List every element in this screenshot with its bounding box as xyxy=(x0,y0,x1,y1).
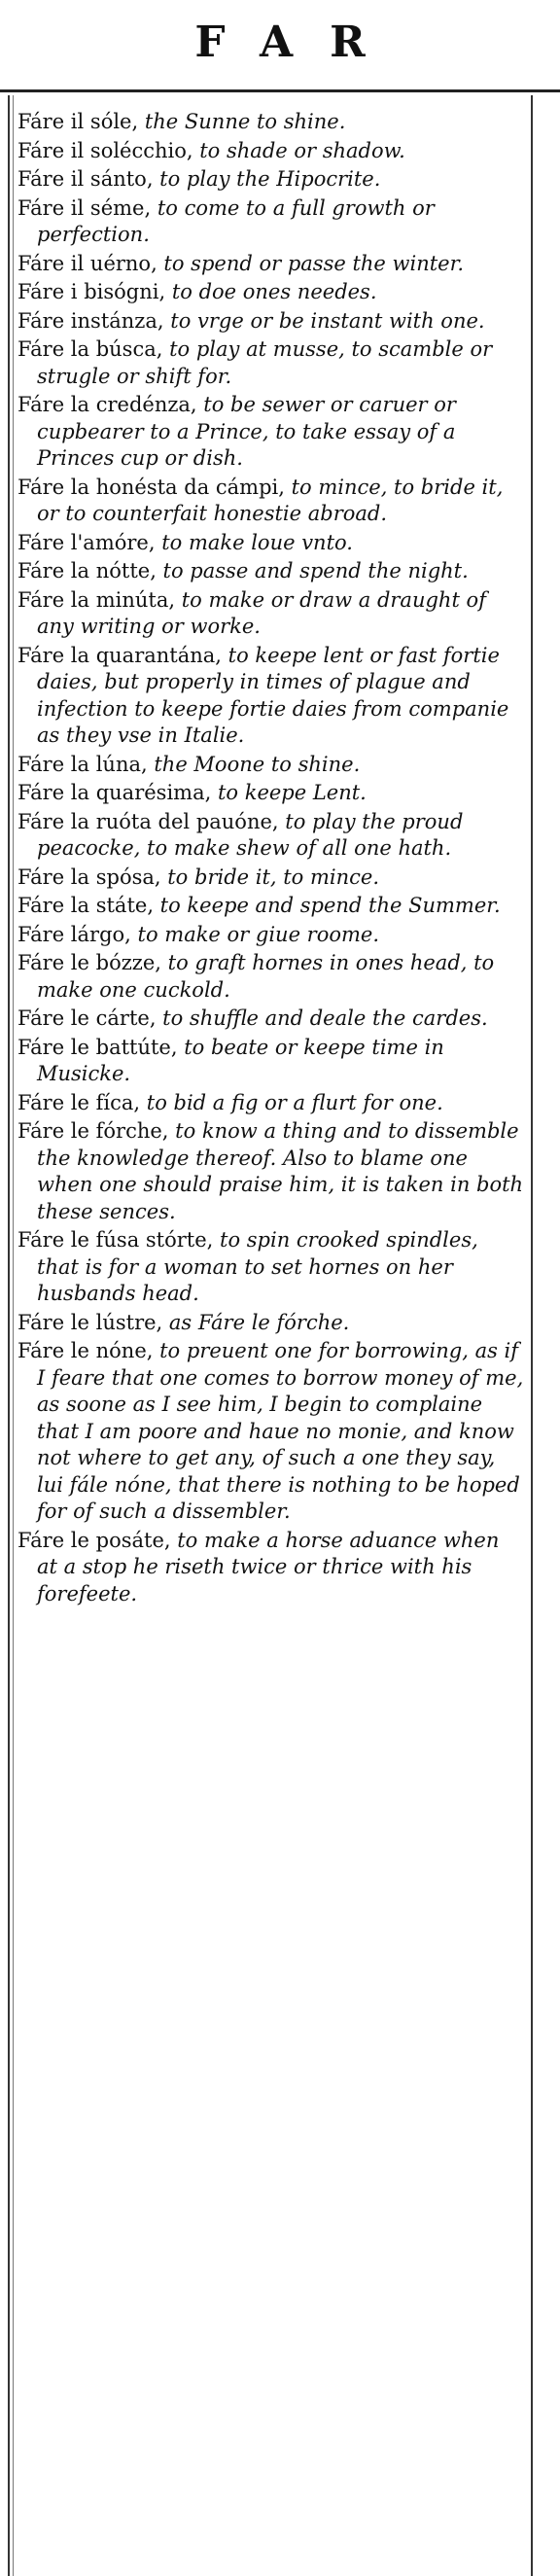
dictionary-entry xyxy=(18,865,525,892)
entry-definition: the Sunne to shine. xyxy=(138,110,346,133)
entry-definition: to keepe Lent. xyxy=(211,781,367,804)
entry-definition: to keepe and spend the Summer. xyxy=(154,894,501,917)
entry-headword: Fáre le fórche, xyxy=(18,1119,169,1143)
entry-headword: Fáre le lústre, xyxy=(18,1310,163,1334)
entry-definition: to play the Hipocrite. xyxy=(153,167,381,191)
dictionary-entry xyxy=(18,279,525,306)
dictionary-entry xyxy=(18,530,525,557)
dictionary-entry xyxy=(18,138,525,165)
entry-headword: Fáre la quarantána, xyxy=(18,643,222,667)
entry-definition: to preuent one for borrowing, as if I feare that one comes to borrow money of me, as soone as I see him, I begin to complaine that I am poore and haue no monie, and know not where to get any, of such a one they say, lui fále nóne, that there is nothing to be hoped for of such a dissembler. xyxy=(37,1339,524,1523)
left-column-rule xyxy=(8,95,10,2576)
dictionary-entry xyxy=(18,950,525,1004)
dictionary-entry xyxy=(18,643,525,750)
page-header xyxy=(0,0,560,92)
inner-column-rule xyxy=(13,95,14,2576)
dictionary-entry xyxy=(18,558,525,585)
dictionary-entry xyxy=(18,392,525,473)
entry-definition: to shuffle and deale the cardes. xyxy=(156,1006,488,1030)
entry-headword: Fáre la credénza, xyxy=(18,393,197,416)
entry-definition: to bride it, to mince. xyxy=(160,865,380,889)
entry-definition: to keepe lent or fast fortie daies, but properly in times of plague and infection to keepe fortie daies from companie as they vse in Italie. xyxy=(37,643,509,747)
entry-headword: Fáre le fíca, xyxy=(18,1090,141,1114)
entry-definition: to passe and spend the night. xyxy=(156,559,469,582)
entry-headword: Fáre la búsca, xyxy=(18,337,163,361)
entry-definition: to spend or passe the winter. xyxy=(157,251,465,275)
dictionary-entry xyxy=(18,752,525,779)
right-column-rule xyxy=(531,95,533,2576)
dictionary-entry xyxy=(18,1118,525,1225)
entry-definition: to bid a fig or a flurt for one. xyxy=(140,1090,443,1114)
entry-headword: Fáre la lúna, xyxy=(18,752,148,776)
entry-definition: to make or giue roome. xyxy=(130,922,380,946)
entry-headword: Fáre le posáte, xyxy=(18,1528,171,1552)
entry-headword: Fáre la ruóta del pauóne, xyxy=(18,809,279,833)
entry-definition: to make or draw a draught of any writing or worke. xyxy=(37,587,486,638)
entry-headword: Fáre il séme, xyxy=(18,195,152,220)
dictionary-entry xyxy=(18,336,525,390)
entry-definition: to play the proud peacocke, to make shew of all one hath. xyxy=(37,809,464,860)
dictionary-entry xyxy=(18,1528,525,1608)
entry-headword: Fáre la quarésima, xyxy=(18,781,212,804)
dictionary-entry xyxy=(18,308,525,335)
dictionary-entry xyxy=(18,1090,525,1117)
entry-definition: to doe ones needes. xyxy=(165,280,377,303)
entry-headword: Fáre la honésta da cámpi, xyxy=(18,475,285,499)
entry-headword: Fáre le fúsa stórte, xyxy=(18,1228,214,1252)
entry-headword: Fáre le bózze, xyxy=(18,951,161,974)
page-title: FAR xyxy=(194,18,402,67)
entry-definition: as Fáre le fórche. xyxy=(162,1310,350,1334)
entry-definition: to spin crooked spindles, that is for a woman to set hornes on her husbands head. xyxy=(37,1228,478,1305)
entry-headword: Fáre l'amóre, xyxy=(18,530,156,554)
dictionary-entry xyxy=(18,1006,525,1033)
entry-headword: Fáre le battúte, xyxy=(18,1035,178,1059)
entry-definition: to come to a full growth or perfection. xyxy=(37,195,435,246)
dictionary-entry xyxy=(18,1227,525,1308)
entry-headword: Fáre la spósa, xyxy=(18,865,161,889)
dictionary-entry xyxy=(18,587,525,641)
entry-definition: to vrge or be instant with one. xyxy=(163,308,485,333)
entry-headword: Fáre il sóle, xyxy=(18,110,139,133)
entry-headword: Fáre la nótte, xyxy=(18,559,157,582)
dictionary-entry xyxy=(18,475,525,528)
entry-definition: to shade or shadow. xyxy=(192,138,405,162)
dictionary-entry xyxy=(18,1035,525,1088)
dictionary-entry xyxy=(18,1310,525,1337)
entry-headword: Fáre la minúta, xyxy=(18,587,176,612)
entry-definition: to graft hornes in ones head, to make one cuckold. xyxy=(37,951,495,1002)
entry-headword: Fáre il solécchio, xyxy=(18,138,193,162)
entry-headword: Fáre il sánto, xyxy=(18,167,154,191)
dictionary-entry xyxy=(18,195,525,249)
entry-headword: Fáre il uérno, xyxy=(18,251,158,275)
dictionary-entries xyxy=(18,109,525,1609)
entry-definition: to know a thing and to dissemble the knowledge thereof. Also to blame one when one should praise him, it is taken in both these sences. xyxy=(37,1119,524,1223)
entry-headword: Fáre la státe, xyxy=(18,894,154,917)
entry-headword: Fáre le cárte, xyxy=(18,1006,157,1030)
dictionary-entry xyxy=(18,780,525,807)
entry-definition: to be sewer or caruer or cupbearer to a Prince, to take essay of a Princes cup or dish. xyxy=(37,393,456,470)
entry-definition: to make a horse aduance when at a stop he riseth twice or thrice with his forefeete. xyxy=(37,1528,500,1606)
dictionary-entry xyxy=(18,109,525,136)
entry-definition: to make loue vnto. xyxy=(155,530,353,554)
dictionary-entry xyxy=(18,166,525,194)
entry-headword: Fáre le nóne, xyxy=(18,1339,154,1362)
entry-headword: Fáre lárgo, xyxy=(18,922,131,946)
entry-definition: to play at musse, to scamble or strugle or shift for. xyxy=(37,337,493,388)
dictionary-entry xyxy=(18,1338,525,1526)
entry-definition: the Moone to shine. xyxy=(147,752,361,776)
entry-headword: Fáre i bisógni, xyxy=(18,280,166,303)
dictionary-entry xyxy=(18,922,525,949)
entry-definition: to mince, to bride it, or to counterfait honestie abroad. xyxy=(37,475,504,525)
dictionary-entry xyxy=(18,809,525,863)
dictionary-entry xyxy=(18,893,525,920)
dictionary-entry xyxy=(18,251,525,278)
entry-definition: to beate or keepe time in Musicke. xyxy=(37,1035,444,1085)
entry-headword: Fáre instánza, xyxy=(18,308,164,333)
